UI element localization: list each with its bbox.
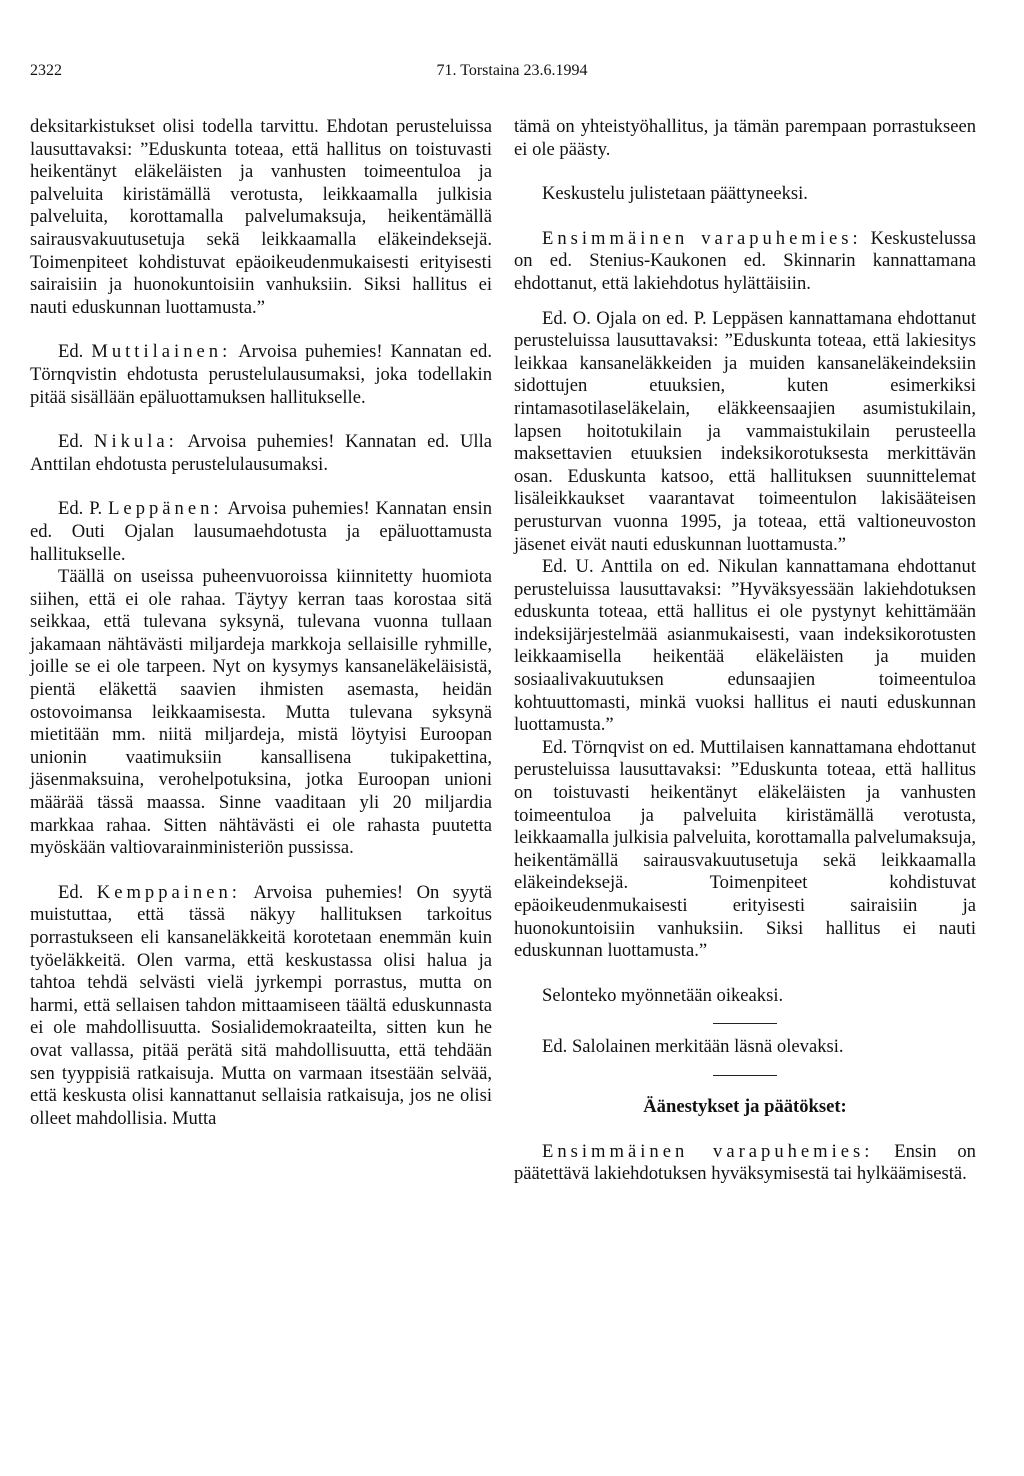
speaker-name: Kemppainen: xyxy=(96,881,241,903)
right-column xyxy=(514,116,976,1186)
speaker-name: Nikula: xyxy=(94,431,178,453)
speaker-name: Ensimmäinen varapuhemies: xyxy=(542,227,862,249)
speech-text: Arvoisa puhemies! Kannatan ed. Ulla Anttilan ehdotusta perustelulausumaksi. xyxy=(30,431,493,475)
speech-nikula xyxy=(30,431,492,476)
speech-text: Keskustelussa on ed. Stenius-Kaukonen ed. Skinnarin kannattamana ehdottanut, että lakiehdotus hylättäisiin. xyxy=(514,227,976,294)
speech-kemppainen xyxy=(30,882,492,1131)
paragraph: tämä on yhteistyöhallitus, ja tämän parempaan porrastukseen ei ole päästy. xyxy=(514,116,976,160)
speaker-prefix: Ed. xyxy=(58,341,84,363)
paragraph: Ed. Törnqvist on ed. Muttilaisen kannattamana ehdottanut perusteluissa lausuttavaksi: ”Eduskunta toteaa, että hallitus on toistuvasti heikentänyt eläkeläisten ja vanhusten toimeentuloa ja palveluita kiristämällä verotusta, leikkaamalla julkisia palveluita, korottamalla palvelumaksuja, heikentämällä sairausvakuutusetuja sekä leikkaamalla eläkeindeksejä. Toimenpiteet kohdistuvat epäoikeudenmukaisesti erityisesti sairaisiin ja huonokuntoisiin vanhuksiin. Siksi hallitus ei nauti eduskunnan luottamusta.” xyxy=(514,736,976,962)
paragraph: deksitarkistukset olisi todella tarvittu. Ehdotan perusteluissa lausuttavaksi: ”Eduskunta toteaa, että hallitus on toistuvasti heikentänyt eläkeläisten ja vanhusten toimeentuloa ja palveluita kiristämällä verotusta, leikkaamalla julkisia palveluita, korottamalla palvelumaksuja, heikentämällä sairausvakuutusetuja sekä leikkaamalla eläkeindeksejä. Toimenpiteet kohdistuvat epäoikeudenmukaisesti erityisesti sairaisiin ja huonokuntoisiin vanhuksiin. Siksi hallitus ei nauti eduskunnan luottamusta.” xyxy=(30,116,492,318)
paragraph: Keskustelu julistetaan päättyneeksi. xyxy=(542,183,808,205)
speaker-prefix: Ed. xyxy=(58,431,84,453)
paragraph: Selonteko myönnetään oikeaksi. xyxy=(542,984,784,1006)
running-head: 71. Torstaina 23.6.1994 xyxy=(436,62,588,79)
speaker-prefix: Ed. xyxy=(58,881,84,903)
speaker-name: Ensimmäinen varapuhemies: xyxy=(542,1140,874,1162)
paragraph: Ed. Salolainen merkitään läsnä olevaksi. xyxy=(542,1036,844,1058)
left-column xyxy=(30,116,492,1130)
paragraph: Ed. U. Anttila on ed. Nikulan kannattamana ehdottanut perusteluissa lausuttavaksi: ”Hyväksyessään lakiehdotuksen eduskunta toteaa, että hallitus ei ole pystynyt kehittämään indeksijärjestelmää asianmukaisesti, vaan indeksikorotusten leikkaamisella heikentää eläkeläisten ja muiden sosiaalivakuutuksen edunsaajien toimeentuloa kohtuuttomasti, minkä vuoksi hallitus ei nauti eduskunnan luottamusta.” xyxy=(514,556,976,736)
speaker-prefix: Ed. P. xyxy=(58,498,103,520)
divider xyxy=(713,1075,777,1076)
paragraph: Täällä on useissa puheenvuoroissa kiinnitetty huomiota siihen, että ei ole rahaa. Täytyy kerran taas korostaa sitä seikkaa, että tulevana syksynä, tulevana vuonna tullaan jakamaan nähtävästi miljardeja markkoja sellaisille ryhmille, joille se ei ole tarpeen. Nyt on kysymys kansaneläkeläisistä, pientä eläkettä saavien ihmisten asemasta, heidän ostovoimansa leikkaamisesta. Mutta tulevana syksynä mietitään mm. niitä miljardeja, mistä löytyisi Euroopan unionin vaatimuksiin kansallisena tukipakettina, jäsenmaksuina, verohelpotuksina, jotka Euroopan unioni määrää tässä maassa. Sinne vaaditaan yli 20 miljardia markkaa rahaa. Sitten nähtävästi ei ole rahasta puutetta myöskään valtiovarainministeriön pussissa. xyxy=(30,566,492,859)
speech-text: Arvoisa puhemies! Kannatan ed. Törnqvistin ehdotusta perustelulausumaksi, joka todellakin pitää sisällään epäluottamuksen hallitukselle. xyxy=(30,341,492,408)
paragraph: Ed. O. Ojala on ed. P. Leppäsen kannattamana ehdottanut perusteluissa lausuttavaksi: ”Eduskunta toteaa, että lakiesitys leikkaa kansaneläkkeiden ja muiden kansaneläkeindeksiin sidottujen etuuksien, kuten esimerkiksi rintamasotilaseläkelain, eläkkeensaajien asumistukilain, lapsen hoitotukilain ja vammaistukilain perusteella maksettavien etuuksien indeksikorotuksesta merkittävän osan. Eduskunta katsoo, että hallituksen suunnittelemat lisäleikkaukset vaarantavat toimeentulon lakisääteisen perusturvan vuonna 1995, ja toteaa, että valtioneuvoston jäsenet eivät nauti eduskunnan luottamusta.” xyxy=(514,307,976,555)
speech-text: Arvoisa puhemies! Kannatan ensin ed. Outi Ojalan lausumaehdotusta ja epäluottamusta hallitukselle. xyxy=(30,498,492,565)
speech-text: Arvoisa puhemies! On syytä muistuttaa, että tässä näkyy hallituksen tarkoitus porrastukseen eli kansaneläkkeitä korotetaan enemmän kuin työeläkkeitä. Olen varma, että keskustassa olisi halua ja tahtoa tehdä selvästi vielä jyrkempi porrastus, mutta on harmi, että sellaisen tahdon mittaamiseen täältä eduskunnasta ei ole mahdollisuutta. Sosialidemokraateilta, sitten kun he ovat vallassa, pitää perätä sitä mahdollisuutta, että tehdään sen tyyppisiä ratkaisuja. Mutta on varmaan itsestään selvää, että keskusta olisi kannattanut sellaisia ratkaisuja, jos ne olisi olleet mahdollisia. Mutta xyxy=(30,881,492,1129)
divider xyxy=(713,1023,777,1024)
section-heading: Äänestykset ja päätökset: xyxy=(643,1095,847,1117)
speaker-name: Leppänen: xyxy=(108,498,223,520)
speech-leppanen xyxy=(30,498,492,566)
speech-first-deputy-speaker xyxy=(514,228,976,296)
speech-first-deputy-speaker xyxy=(514,1141,976,1186)
page-header xyxy=(30,62,994,86)
speech-text: Ensin on päätettävä lakiehdotuksen hyväksymisestä tai hylkäämisestä. xyxy=(514,1140,976,1185)
page-number: 2322 xyxy=(30,62,62,79)
speaker-name: Muttilainen: xyxy=(91,341,232,363)
speech-muttilainen xyxy=(30,341,492,409)
